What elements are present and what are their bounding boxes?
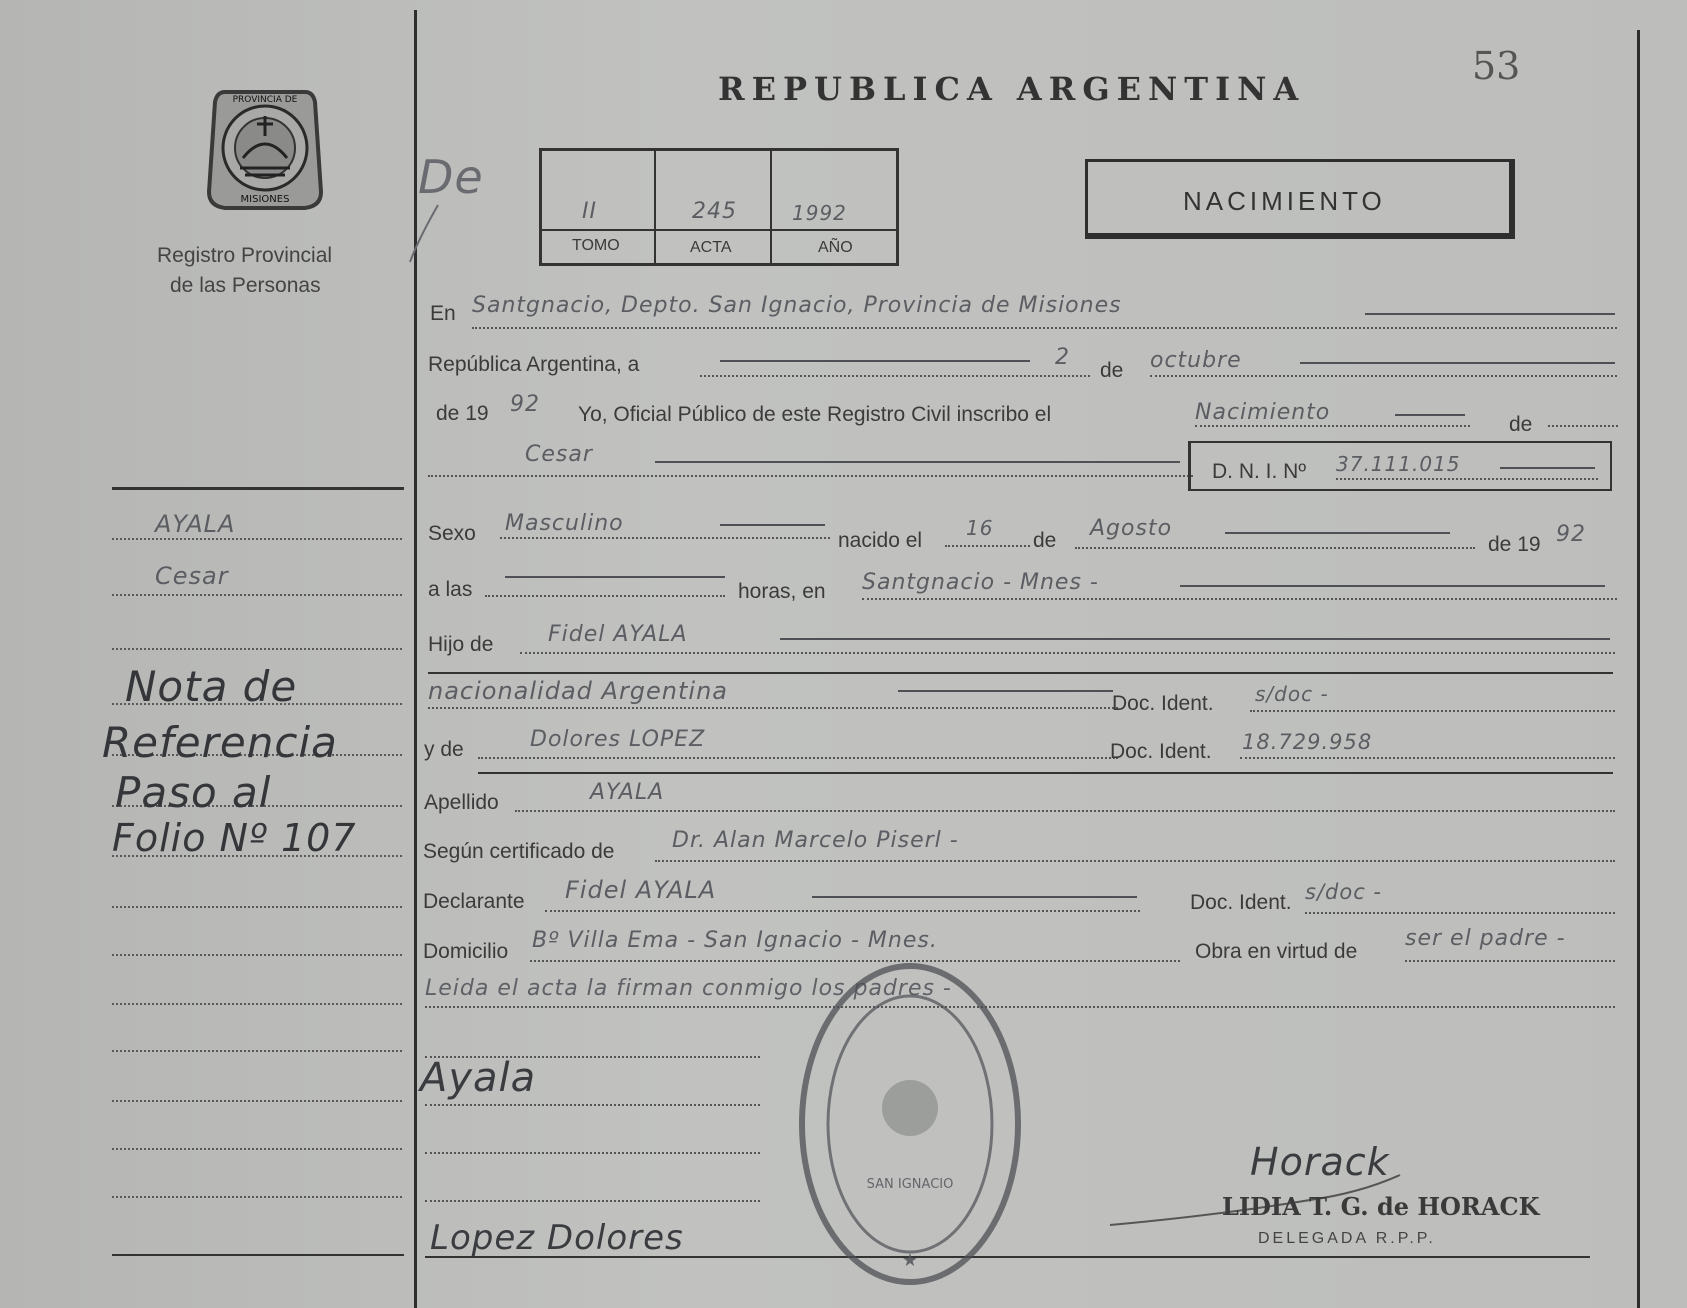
yde-label: y de [424, 738, 464, 761]
father-doc: s/doc - [1255, 682, 1329, 706]
leida-value: Leida el acta la firman conmigo los padres - [425, 976, 952, 1001]
margin-top-rule [112, 487, 404, 490]
margin-note-line4: Folio Nº 107 [112, 816, 357, 860]
doc-ident-label-declarante: Doc. Ident. [1190, 891, 1292, 914]
margin-given-name: Cesar [155, 562, 229, 590]
document-type: NACIMIENTO [1183, 186, 1386, 216]
right-vertical-rule [1637, 30, 1640, 1308]
alas-dotted-line [485, 595, 725, 597]
de19-label: de 19 [1488, 533, 1541, 556]
anio-label: AÑO [818, 239, 853, 256]
en-stroke [1365, 313, 1615, 315]
svg-text:SAN IGNACIO: SAN IGNACIO [866, 1177, 954, 1192]
initials-stroke [408, 200, 448, 270]
mother-dotted-line [478, 757, 1118, 759]
name-stroke [655, 461, 1180, 463]
margin-surname: AYALA [155, 510, 236, 538]
month-value: octubre [1150, 348, 1242, 373]
margin-line [112, 1196, 402, 1198]
official-signature-flourish [1100, 1145, 1420, 1235]
birth-place-dotted-line [862, 598, 1617, 600]
birth-month-dotted-line [1075, 547, 1475, 549]
year-prefix: de 19 [436, 402, 489, 425]
margin-note-line3: Paso al [115, 768, 272, 817]
inscribe-value: Nacimiento [1195, 400, 1331, 425]
alas-stroke [505, 576, 725, 578]
domicilio-value: Bº Villa Ema - San Ignacio - Mnes. [532, 928, 938, 953]
nationality-stroke [898, 690, 1113, 692]
svg-text:MISIONES: MISIONES [240, 194, 290, 205]
doc-ident-label-mother: Doc. Ident. [1110, 740, 1212, 763]
day-stroke [720, 360, 1030, 362]
father-dotted-line [520, 652, 1615, 654]
margin-line [112, 538, 402, 540]
birth-place-stroke [1180, 585, 1605, 587]
margin-line [112, 906, 402, 908]
father-stroke [780, 638, 1610, 640]
official-title: DELEGADA R.P.P. [1258, 1230, 1436, 1247]
birth-day: 16 [966, 516, 994, 540]
father-rule [428, 672, 1613, 674]
horas-label: horas, en [738, 580, 826, 603]
month-stroke [1300, 362, 1615, 364]
declarante-doc: s/doc - [1305, 880, 1382, 904]
mother-doc: 18.729.958 [1242, 730, 1373, 754]
en-dotted-line [472, 327, 1617, 329]
sexo-stroke [720, 524, 825, 526]
father-signature: Ayala [420, 1055, 537, 1101]
birth-month-stroke [1225, 532, 1450, 534]
inscribe-stroke [1395, 414, 1465, 416]
signature-dotted-line [425, 1152, 760, 1154]
registry-name-line2: de las Personas [170, 274, 321, 297]
yo-text: Yo, Oficial Público de este Registro Civil inscribo el [578, 403, 1052, 426]
province-seal-icon [195, 80, 335, 220]
acta-label: ACTA [690, 239, 732, 256]
signature-dotted-line [425, 1200, 760, 1202]
declarante-value: Fidel AYALA [565, 876, 717, 904]
father-doc-dotted-line [1250, 710, 1615, 712]
record-box [539, 148, 899, 266]
svg-text:★: ★ [901, 1250, 919, 1270]
obra-dotted-line [1405, 960, 1615, 962]
margin-bottom-rule [112, 1254, 404, 1256]
doc-ident-label-father: Doc. Ident. [1112, 692, 1214, 715]
sexo-dotted-line [500, 537, 830, 539]
declarante-dotted-line [545, 910, 1140, 912]
month-dotted-line [1150, 375, 1617, 377]
de3-label: de [1033, 529, 1057, 552]
official-name: LIDIA T. G. de HORACK [1222, 1192, 1540, 1221]
dni-dotted-line [1336, 478, 1598, 480]
margin-initials: De [418, 150, 484, 204]
margin-line [112, 1050, 402, 1052]
apellido-label: Apellido [424, 791, 499, 814]
father-value: Fidel AYALA [548, 622, 688, 647]
birth-year: 92 [1556, 522, 1586, 547]
republica-label: República Argentina, a [428, 353, 640, 376]
mother-rule [478, 772, 1613, 774]
day-dotted-line [700, 375, 1090, 377]
obra-value: ser el padre - [1405, 926, 1566, 951]
de2-dotted-line [1548, 425, 1618, 427]
dni-stroke [1500, 467, 1595, 469]
father-nationality: nacionalidad Argentina [428, 677, 729, 705]
country-title: REPUBLICA ARGENTINA [718, 70, 1306, 108]
margin-line [112, 954, 402, 956]
dni-label: D. N. I. Nº [1212, 460, 1307, 483]
sexo-label: Sexo [428, 522, 476, 545]
tomo-label: TOMO [572, 237, 620, 254]
acta-value: 245 [692, 199, 737, 224]
domicilio-label: Domicilio [423, 940, 509, 963]
registry-name-line1: Registro Provincial [157, 244, 333, 267]
nacido-label: nacido el [838, 529, 923, 552]
svg-text:PROVINCIA DE: PROVINCIA DE [232, 95, 298, 105]
birth-place: Santgnacio - Mnes - [862, 570, 1099, 595]
declarante-stroke [812, 896, 1137, 898]
hijo-label: Hijo de [428, 633, 494, 656]
signature-dotted-line [425, 1104, 760, 1106]
name-dotted-line [428, 475, 1193, 477]
margin-line [112, 1100, 402, 1102]
margin-note-line2: Referencia [102, 718, 338, 767]
official-signature: Horack [1250, 1140, 1390, 1184]
en-label: En [430, 302, 456, 325]
margin-note-line1: Nota de [125, 662, 298, 711]
margin-line [112, 648, 402, 650]
alas-label: a las [428, 578, 473, 601]
margin-line [112, 1003, 402, 1005]
certificado-value: Dr. Alan Marcelo Piserl - [672, 828, 959, 853]
nationality-dotted-line [428, 707, 1118, 709]
certificado-dotted-line [655, 860, 1615, 862]
declarante-doc-dotted-line [1305, 912, 1615, 914]
dni-value: 37.111.015 [1336, 452, 1461, 476]
year-value: 92 [510, 392, 540, 417]
inscribe-dotted-line [1195, 425, 1470, 427]
sexo-value: Masculino [505, 511, 624, 536]
day-value: 2 [1055, 345, 1070, 370]
mother-signature: Lopez Dolores [430, 1218, 684, 1258]
margin-line [112, 1148, 402, 1150]
apellido-value: AYALA [590, 780, 665, 805]
declarante-label: Declarante [423, 890, 525, 913]
document-type-box [1085, 159, 1515, 239]
margin-line [112, 594, 402, 596]
name-value: Cesar [525, 442, 593, 467]
birth-month: Agosto [1090, 516, 1173, 541]
anio-value: 1992 [792, 201, 847, 225]
birth-day-dotted-line [945, 545, 1030, 547]
tomo-value: II [582, 199, 597, 224]
mother-doc-dotted-line [1240, 757, 1615, 759]
de-label: de [1100, 359, 1124, 382]
page-number: 53 [1472, 44, 1521, 88]
en-value: Santgnacio, Depto. San Ignacio, Provincia de Misiones [472, 293, 1122, 318]
mother-value: Dolores LOPEZ [530, 727, 706, 752]
de2-label: de [1509, 413, 1533, 436]
apellido-dotted-line [515, 810, 1615, 812]
obra-label: Obra en virtud de [1195, 940, 1358, 963]
segun-label: Según certificado de [423, 840, 615, 863]
